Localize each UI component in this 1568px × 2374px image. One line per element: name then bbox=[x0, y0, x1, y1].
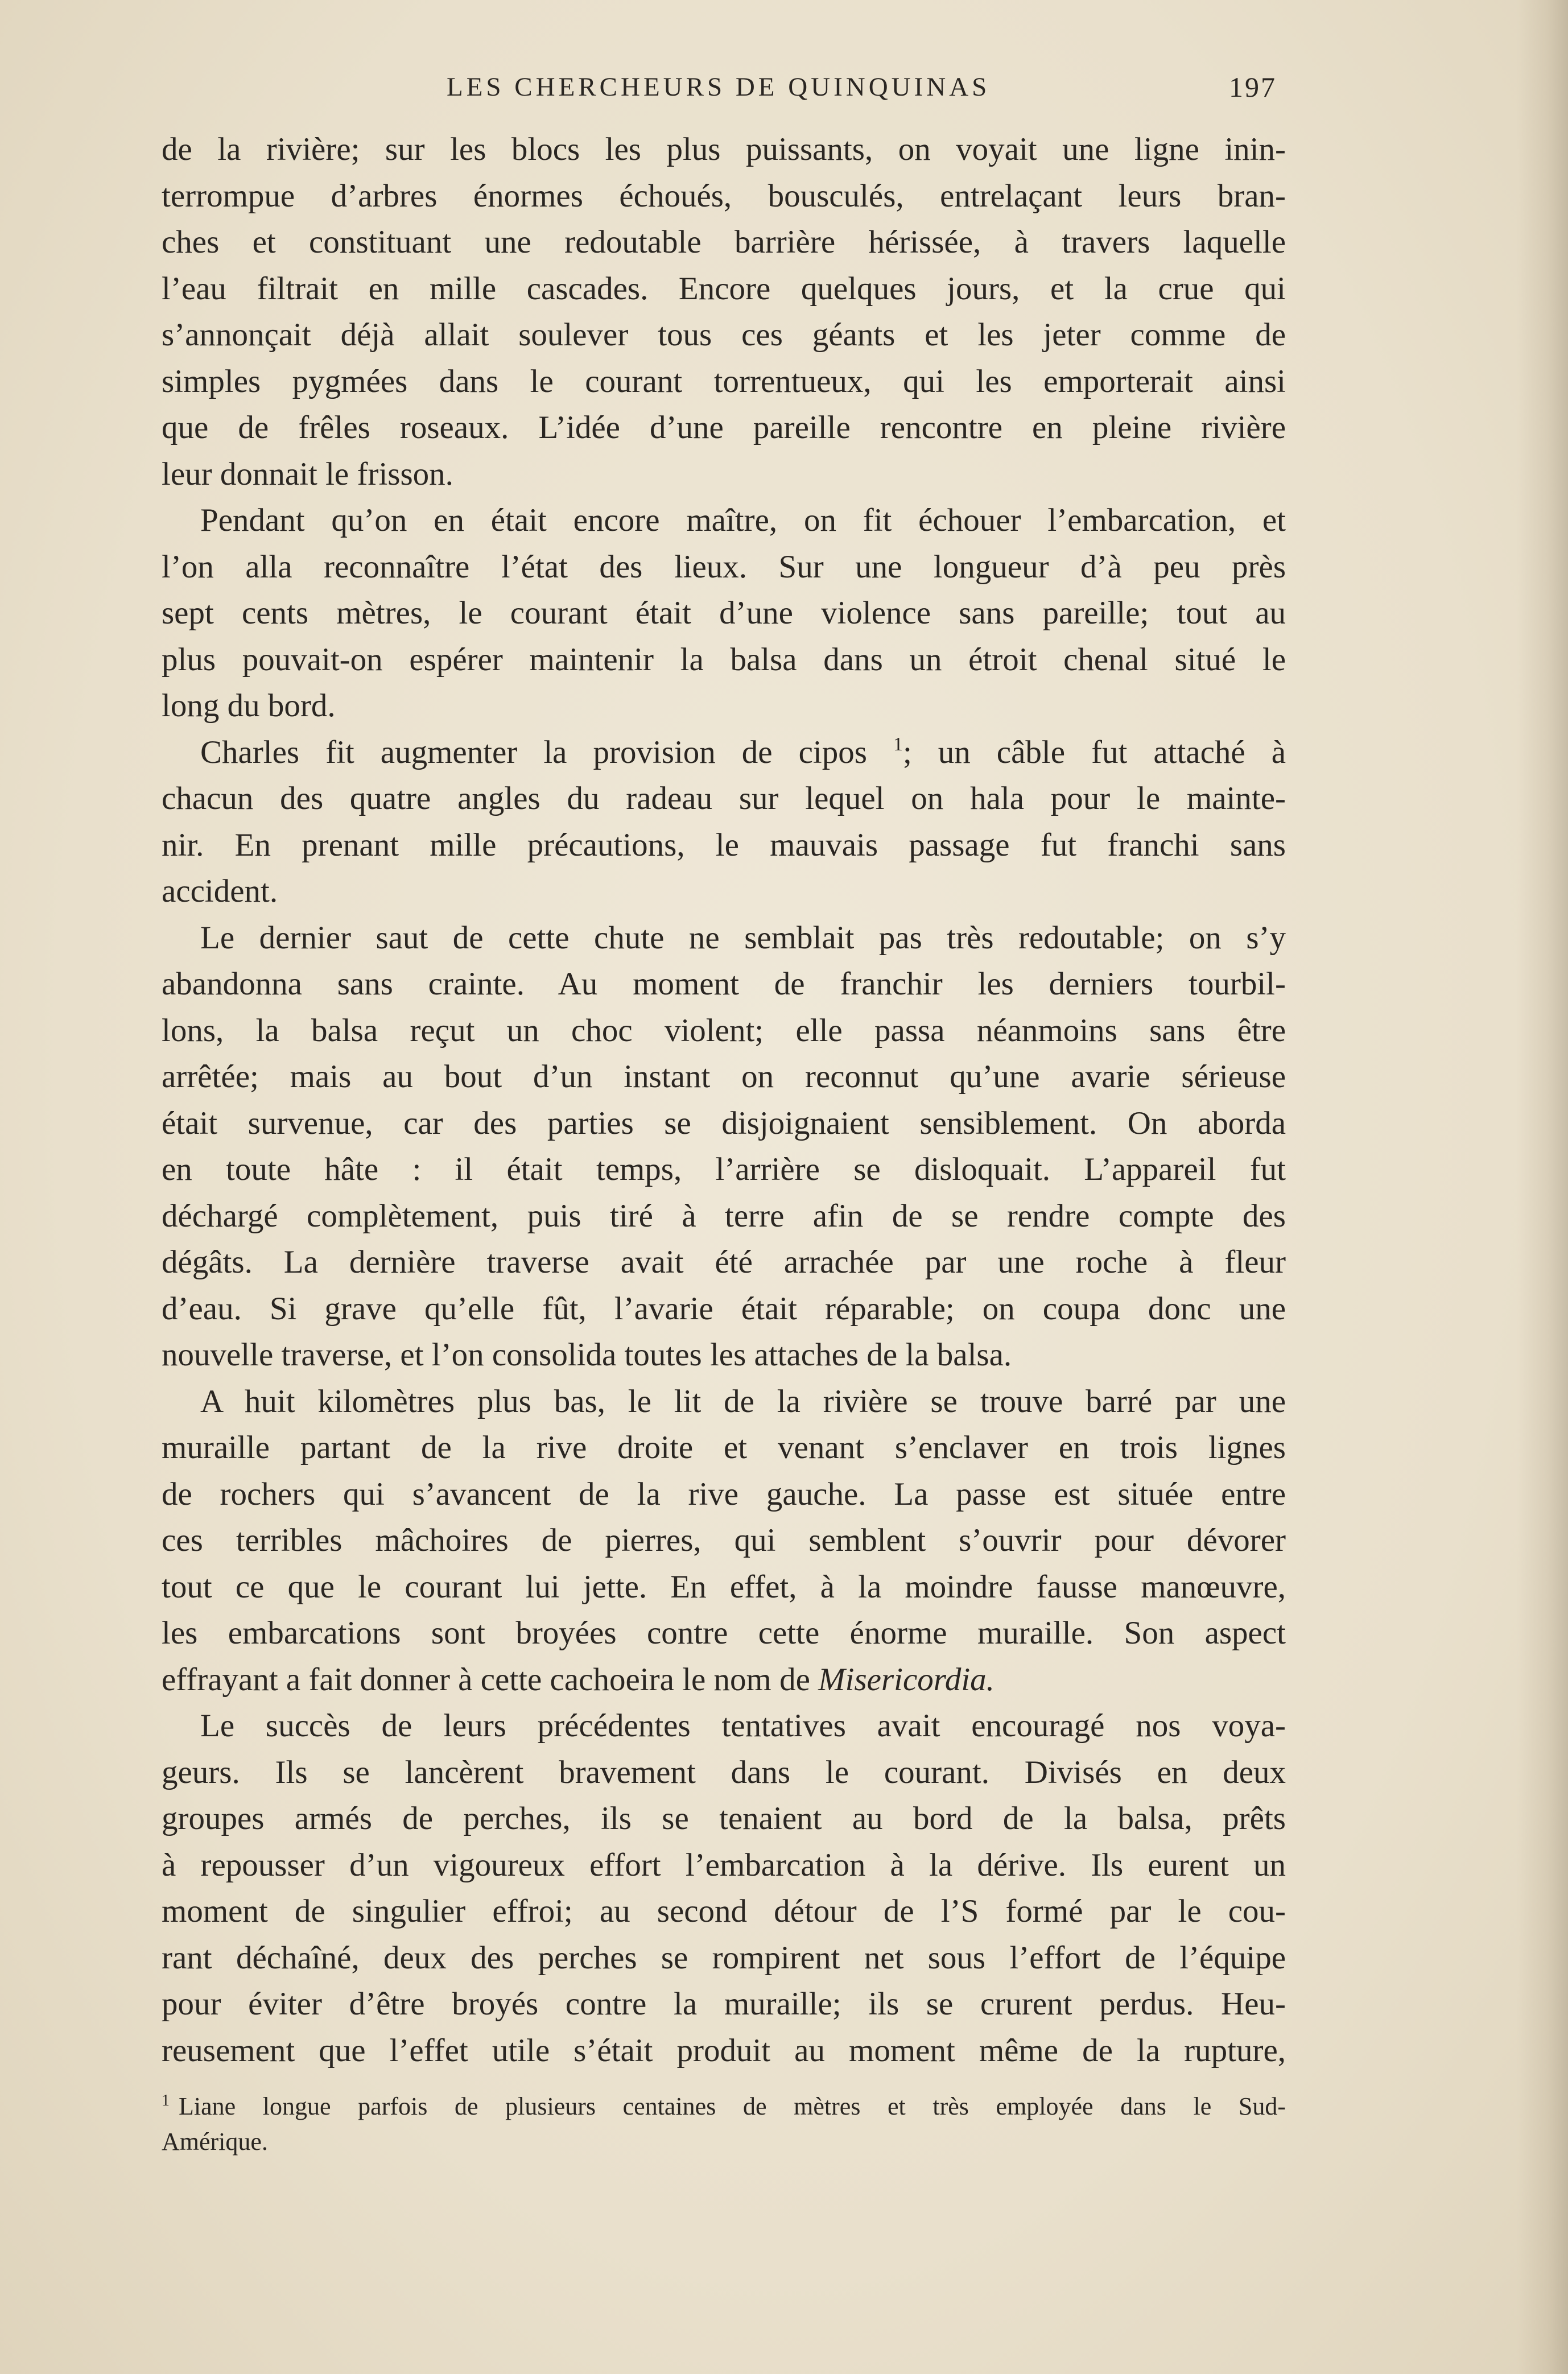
text-line: moment de singulier effroi; au second détour de l’S formé par le cou- bbox=[162, 1893, 1286, 1929]
footnote bbox=[162, 2089, 1286, 2160]
body-text bbox=[162, 126, 1286, 2074]
text-line: Le succès de leurs précédentes tentatives avait encouragé nos voya- bbox=[200, 1708, 1286, 1744]
text-line: ces terribles mâchoires de pierres, qui semblent s’ouvrir pour dévorer bbox=[162, 1522, 1286, 1558]
footnote-line: Amérique. bbox=[162, 2128, 268, 2156]
text-line: abandonna sans crainte. Au moment de franchir les derniers tourbil- bbox=[162, 966, 1286, 1002]
text-line: s’annonçait déjà allait soulever tous ces géants et les jeter comme de bbox=[162, 317, 1286, 353]
footnote-text: Liane longue parfois de plusieurs centaines de mètres et très employée dans le Sud- bbox=[179, 2092, 1286, 2120]
text-line: tout ce que le courant lui jette. En effet, à la moindre fausse manœuvre, bbox=[162, 1568, 1286, 1605]
text-line: sept cents mètres, le courant était d’une violence sans pareille; tout au bbox=[162, 595, 1286, 631]
footnote-marker: 1 bbox=[893, 733, 903, 755]
text-line: Le dernier saut de cette chute ne semblait pas très redoutable; on s’y bbox=[200, 919, 1286, 956]
text-line: était survenue, car des parties se disjoignaient sensiblement. On aborda bbox=[162, 1105, 1286, 1141]
text-segment: Charles fit augmenter la provision de cipos bbox=[200, 734, 867, 770]
text-line: les embarcations sont broyées contre cette énorme muraille. Son aspect bbox=[162, 1615, 1286, 1651]
text-line: à repousser d’un vigoureux effort l’embarcation à la dérive. Ils eurent un bbox=[162, 1847, 1286, 1883]
running-title: LES CHERCHEURS DE QUINQUINAS bbox=[447, 72, 991, 102]
text-line: reusement que l’effet utile s’était produit au moment même de la rupture, bbox=[162, 2032, 1286, 2069]
italic-name: Misericordia. bbox=[818, 1661, 995, 1698]
text-line: plus pouvait-on espérer maintenir la balsa dans un étroit chenal situé le bbox=[162, 641, 1286, 678]
text-line: d’eau. Si grave qu’elle fût, l’avarie était réparable; on coupa donc une bbox=[162, 1290, 1286, 1327]
text-line: leur donnait le frisson. bbox=[162, 456, 453, 492]
page-header bbox=[0, 67, 1568, 113]
text-line: ches et constituant une redoutable barrière hérissée, à travers laquelle bbox=[162, 224, 1286, 260]
footnote-line bbox=[162, 2089, 1286, 2124]
text-line: de la rivière; sur les blocs les plus puissants, on voyait une ligne inin- bbox=[162, 131, 1286, 167]
text-line: en toute hâte : il était temps, l’arrière se disloquait. L’appareil fut bbox=[162, 1151, 1286, 1187]
footnote-number: 1 bbox=[162, 2092, 170, 2109]
text-line: accident. bbox=[162, 873, 278, 909]
text-line: chacun des quatre angles du radeau sur lequel on hala pour le mainte- bbox=[162, 781, 1286, 816]
text-segment: ; un câble fut attaché à bbox=[902, 734, 1286, 770]
text-line: pour éviter d’être broyés contre la muraille; ils se crurent perdus. Heu- bbox=[162, 1986, 1286, 2022]
text-line: geurs. Ils se lancèrent bravement dans le courant. Divisés en deux bbox=[162, 1754, 1286, 1790]
text-line: simples pygmées dans le courant torrentueux, qui les emporterait ainsi bbox=[162, 363, 1286, 399]
text-line: nouvelle traverse, et l’on consolida toutes les attaches de la balsa. bbox=[162, 1337, 1012, 1373]
text-line: groupes armés de perches, ils se tenaient au bord de la balsa, prêts bbox=[162, 1801, 1286, 1836]
text-line: lons, la balsa reçut un choc violent; elle passa néanmoins sans être bbox=[162, 1012, 1286, 1048]
text-line: arrêtée; mais au bout d’un instant on reconnut qu’une avarie sérieuse bbox=[162, 1059, 1286, 1095]
text-line-with-italic bbox=[162, 1657, 1286, 1703]
text-line: dégâts. La dernière traverse avait été arrachée par une roche à fleur bbox=[162, 1244, 1286, 1280]
text-line: déchargé complètement, puis tiré à terre afin de se rendre compte des bbox=[162, 1198, 1286, 1234]
text-line: que de frêles roseaux. L’idée d’une pareille rencontre en pleine rivière bbox=[162, 410, 1286, 445]
text-line: A huit kilomètres plus bas, le lit de la rivière se trouve barré par une bbox=[200, 1383, 1286, 1419]
page-number: 197 bbox=[1229, 71, 1277, 103]
text-line: Pendant qu’on en était encore maître, on fit échouer l’embarcation, et bbox=[200, 502, 1286, 538]
text-line: long du bord. bbox=[162, 688, 336, 724]
text-line-with-footnote bbox=[162, 729, 1286, 776]
text-line: muraille partant de la rive droite et venant s’enclaver en trois lignes bbox=[162, 1430, 1286, 1465]
text-line: l’on alla reconnaître l’état des lieux. Sur une longueur d’à peu près bbox=[162, 548, 1286, 585]
text-line: nir. En prenant mille précautions, le mauvais passage fut franchi sans bbox=[162, 827, 1286, 863]
text-line: de rochers qui s’avancent de la rive gauche. La passe est située entre bbox=[162, 1476, 1286, 1512]
text-line: l’eau filtrait en mille cascades. Encore quelques jours, et la crue qui bbox=[162, 270, 1286, 307]
page-edge-shadow bbox=[1517, 0, 1568, 2374]
text-segment: effrayant a fait donner à cette cachoeira le nom de bbox=[162, 1661, 810, 1698]
text-line: terrompue d’arbres énormes échoués, bousculés, entrelaçant leurs bran- bbox=[162, 177, 1286, 214]
text-line: rant déchaîné, deux des perches se rompirent net sous l’effort de l’équipe bbox=[162, 1939, 1286, 1976]
